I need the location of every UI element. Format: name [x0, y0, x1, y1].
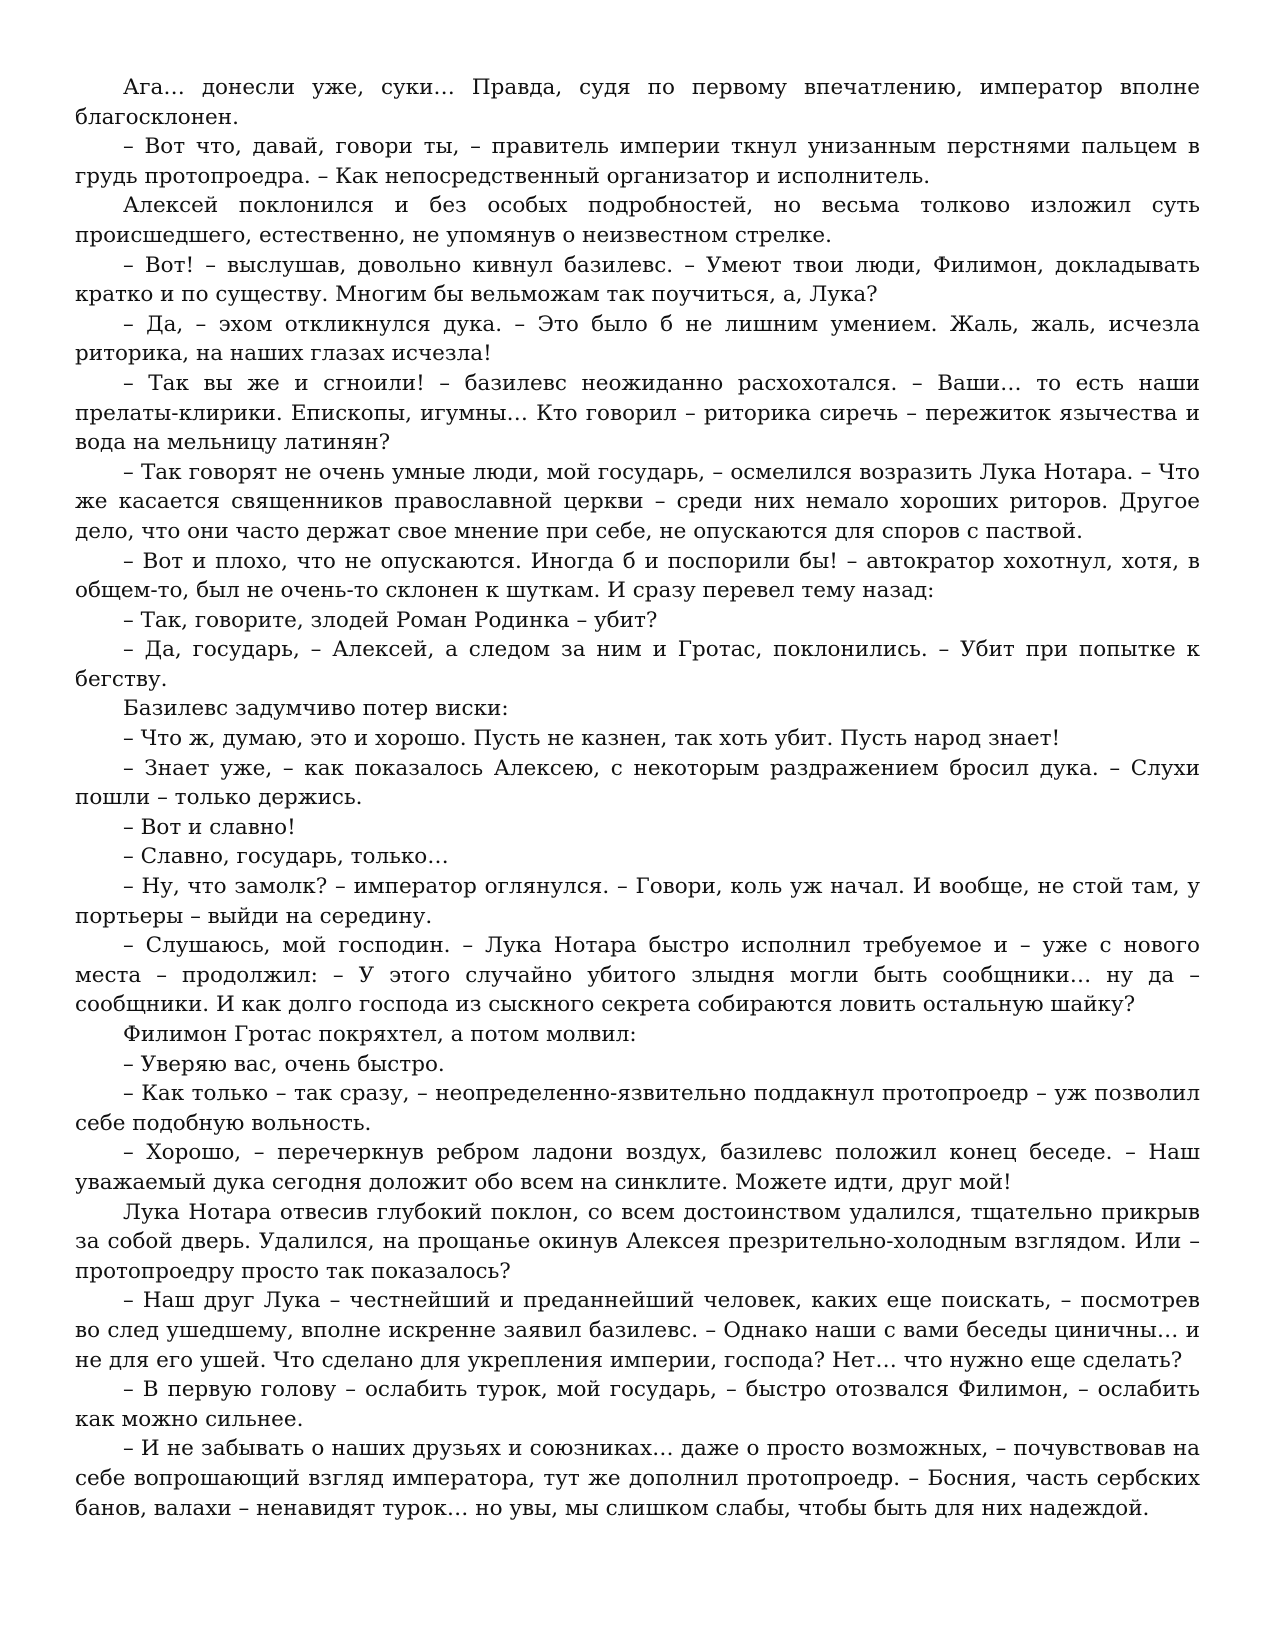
- paragraph: – Хорошо, – перечеркнув ребром ладони воздух, базилевс положил конец беседе. – Наш уважаемый дука сегодня доложит обо всем на синклите. Можете идти, друг мой!: [75, 1140, 1200, 1195]
- paragraph: – Да, – эхом откликнулся дука. – Это было б не лишним умением. Жаль, жаль, исчезла риторика, на наших глазах исчезла!: [75, 311, 1200, 367]
- book-page: [75, 73, 1200, 1523]
- paragraph: – Да, государь, – Алексей, а следом за ним и Гротас, поклонились. – Убит при попытке к бегству.: [75, 637, 1200, 692]
- paragraph: Филимон Гротас покряхтел, а потом молвил:: [123, 1022, 637, 1047]
- paragraph: – Слушаюсь, мой господин. – Лука Нотара быстро исполнил требуемое и – уже с нового места – продолжил: – У этого случайно убитого злыдня могли быть сообщники… ну да – сообщники. И как долго господа из сыскного секрета собираются ловить остальную шайку?: [75, 933, 1200, 1018]
- paragraph: Ага… донесли уже, суки… Правда, судя по первому впечатлению, император вполне благосклонен.: [75, 75, 1200, 130]
- paragraph: – Славно, государь, только…: [123, 844, 449, 870]
- paragraph: Алексей поклонился и без особых подробностей, но весьма толково изложил суть происшедшего, естественно, не упомянув о неизвестном стрелке.: [75, 193, 1200, 248]
- paragraph: – Уверяю вас, очень быстро.: [123, 1051, 445, 1077]
- paragraph: – Вот и плохо, что не опускаются. Иногда б и поспорили бы! – автократор хохотнул, хотя, в общем-то, был не очень-то склонен к шуткам. И сразу перевел тему назад:: [75, 548, 1200, 604]
- paragraph: – Вот что, давай, говори ты, – правитель империи ткнул унизанным перстнями пальцем в грудь протопроедра. – Как непосредственный организатор и исполнитель.: [75, 134, 1200, 189]
- paragraph: Базилевс задумчиво потер виски:: [123, 696, 509, 722]
- paragraph: – Вот! – выслушав, довольно кивнул базилевс. – Умеют твои люди, Филимон, докладывать кратко и по существу. Многим бы вельможам так поучиться, а, Лука?: [75, 252, 1200, 308]
- paragraph: – И не забывать о наших друзьях и союзниках… даже о просто возможных, – почувствовав на себе вопрошающий взгляд императора, тут же дополнил протопроедр. – Босния, часть сербских банов, валахи – ненавидят турок… но увы, мы слишком слабы, чтобы быть для них надеждой.: [75, 1436, 1200, 1521]
- paragraph: Лука Нотара отвесив глубокий поклон, со всем достоинством удалился, тщательно прикрыв за собой дверь. Удалился, на прощанье окинув Алексея презрительно-холодным взглядом. Или – протопроедру просто так показалось?: [75, 1199, 1200, 1284]
- paragraph: – Знает уже, – как показалось Алексею, с некоторым раздражением бросил дука. – Слухи пошли – только держись.: [75, 755, 1200, 811]
- paragraph: – Так говорят не очень умные люди, мой государь, – осмелился возразить Лука Нотара. – Что же касается священников православной церкви – среди них немало хороших риторов. Другое дело, что они часто держат свое мнение при себе, не опускаются для споров с паствой.: [75, 459, 1200, 544]
- paragraph: – Ну, что замолк? – император оглянулся. – Говори, коль уж начал. И вообще, не стой там, у портьеры – выйди на середину.: [75, 874, 1200, 929]
- paragraph: – Что ж, думаю, это и хорошо. Пусть не казнен, так хоть убит. Пусть народ знает!: [123, 726, 1061, 752]
- paragraph: – Так, говорите, злодей Роман Родинка – убит?: [123, 607, 658, 633]
- paragraph: – Вот и славно!: [123, 814, 296, 840]
- paragraph: – Наш друг Лука – честнейший и преданнейший человек, каких еще поискать, – посмотрев во след ушедшему, вполне искренне заявил базилевс. – Однако наши с вами беседы циничны… и не для его ушей. Что сделано для укрепления империи, господа? Нет… что нужно еще сделать?: [75, 1288, 1200, 1373]
- paragraph: – В первую голову – ослабить турок, мой государь, – быстро отозвался Филимон, – ослабить как можно сильнее.: [75, 1377, 1200, 1432]
- paragraph: – Так вы же и сгноили! – базилевс неожиданно расхохотался. – Ваши… то есть наши прелаты-клирики. Епископы, игумны… Кто говорил – риторика сиречь – пережиток язычества и вода на мельницу латинян?: [75, 370, 1200, 456]
- paragraph: – Как только – так сразу, – неопределенно-язвительно поддакнул протопроедр – уж позволил себе подобную вольность.: [75, 1081, 1200, 1136]
